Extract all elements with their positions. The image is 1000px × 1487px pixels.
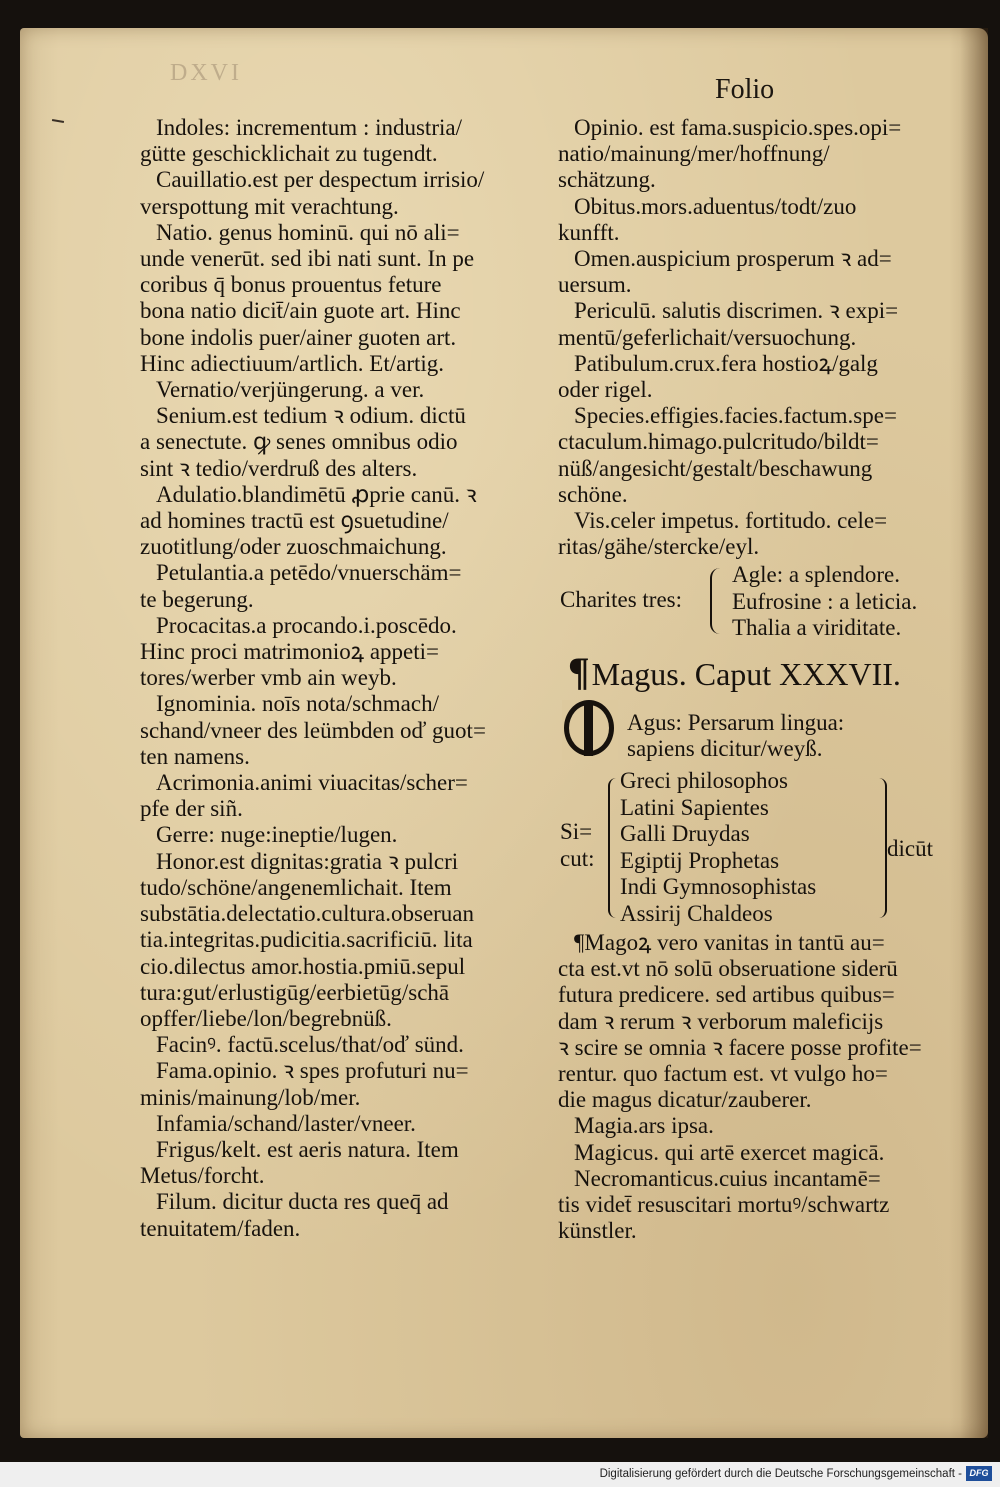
entry-line: Opinio. est fama.suspicio.spes.opi= (574, 115, 902, 140)
dictionary-entry (558, 1113, 944, 1139)
right-column-bottom (558, 930, 944, 1244)
folio-heading: Folio (715, 74, 775, 105)
dictionary-entry (558, 1140, 944, 1166)
dictionary-entry (140, 167, 538, 219)
page-edge-shadow (960, 28, 988, 1438)
dictionary-entry (140, 377, 538, 403)
dictionary-entry (140, 403, 538, 482)
charites-item: Agle: a splendore. (732, 562, 900, 587)
entry-line: Necromanticus.cuius incantamē= (574, 1165, 881, 1191)
people-item: Egiptij Prophetas (620, 847, 780, 873)
dictionary-entry (140, 560, 538, 612)
entry-line: tenuitatem/faden. (140, 1215, 301, 1241)
entry-line: tia.integritas.pudicitia.sacrificiū. lita (140, 927, 473, 953)
sicut-label: Si= cut: (560, 819, 595, 871)
entry-line: schand/vneer des leümbden oď guot= (140, 717, 486, 743)
left-column (140, 115, 538, 1242)
entry-line: Species.effigies.facies.factum.spe= (574, 403, 897, 429)
entry-line: Ignominia. noīs nota/schmach/ (156, 691, 439, 717)
entry-line: Procacitas.a procando.i.poscēdo. (156, 612, 457, 638)
entry-line: coribus q̄ bonus prouentus feture (140, 272, 442, 298)
magus-line: Agus: Persarum lingua: (627, 710, 845, 735)
dictionary-entry (140, 482, 538, 561)
people-item: Latini Sapientes (620, 794, 769, 820)
entry-line: oder rigel. (558, 377, 653, 403)
curly-bracket (710, 568, 726, 634)
dictionary-entry (140, 613, 538, 692)
entry-line: Petulantia.a petēdo/vnuerschäm= (156, 560, 462, 586)
entry-line: Facinꝰ. factū.scelus/that/oď sünd. (156, 1032, 464, 1058)
entry-line: tudo/schöne/angenemlichait. Item (140, 874, 452, 900)
people-item: Assirij Chaldeos (620, 900, 773, 926)
entry-line: die magus dicatur/zauberer. (558, 1087, 812, 1113)
entry-line: Indoles: incrementum : industria/ (156, 115, 462, 140)
entry-line: Metus/forcht. (140, 1163, 265, 1189)
entry-line: ctaculum.himago.pulcritudo/bildt= (558, 429, 879, 455)
dictionary-entry (558, 351, 940, 403)
dictionary-entry (558, 930, 944, 1113)
initial-stem (584, 702, 593, 756)
entry-line: bona natio dicit̄/ain guote art. Hinc (140, 298, 461, 324)
entry-line: schöne. (558, 481, 628, 507)
pilcrow-icon: ¶ (568, 649, 590, 694)
entry-line: Acrimonia.animi viuacitas/scher= (156, 770, 468, 796)
entry-line: Senium.est tedium ꝛ odium. dictū (156, 403, 466, 429)
entry-line: ¶Magoꝝ vero vanitas in tantū au= (574, 930, 885, 955)
entry-line: tis videt̄ resuscitari mortuꝰ/schwartz (558, 1192, 890, 1218)
magus-line: sapiens dicitur/weyß. (627, 736, 823, 761)
dictionary-entry (140, 115, 538, 167)
entry-line: Frigus/kelt. est aeris natura. Item (156, 1136, 459, 1162)
entry-line: künstler. (558, 1218, 637, 1244)
right-column-top (558, 115, 940, 560)
dictionary-entry (140, 1111, 538, 1137)
entry-line: Honor.est dignitas:gratia ꝛ pulcri (156, 848, 459, 874)
dfg-logo: DFG (966, 1466, 992, 1481)
entry-line: zuotitlung/oder zuoschmaichung. (140, 534, 447, 560)
entry-line: Omen.auspicium prosperum ꝛ ad= (574, 246, 892, 272)
dictionary-entry (558, 115, 940, 194)
chapter-title: Magus. Caput XXXVII. (591, 656, 901, 692)
entry-line: ꝛ scire se omnia ꝛ facere posse profite= (558, 1034, 922, 1060)
peoples-list (620, 768, 816, 927)
people-item: Greci philosophos (620, 768, 789, 793)
entry-line: pfe der siñ. (140, 796, 243, 822)
entry-line: dam ꝛ rerum ꝛ verborum maleficijs (558, 1008, 884, 1034)
entry-line: Hinc proci matrimonioꝝ appeti= (140, 639, 439, 665)
chapter-heading (568, 648, 901, 695)
entry-line: unde venerūt. sed ibi nati sunt. In pe (140, 246, 475, 272)
people-item: Indi Gymnosophistas (620, 874, 817, 899)
entry-line: Filum. dicitur ducta res queq̄ ad (156, 1189, 449, 1215)
footer-credit: Digitalisierung gefördert durch die Deutsche Forschungsgemeinschaft - (599, 1468, 962, 1480)
entry-line: Vernatio/verjüngerung. a ver. (156, 377, 425, 403)
dictionary-entry (558, 1166, 944, 1245)
entry-line: a senectute. ꝙ senes omnibus odio (140, 429, 458, 455)
entry-line: Periculū. salutis discrimen. ꝛ expi= (574, 298, 899, 324)
dictionary-entry (140, 822, 538, 848)
entry-line: Gerre: nuge:ineptie/lugen. (156, 822, 398, 848)
dictionary-entry (140, 849, 538, 1032)
dictionary-entry (140, 770, 538, 822)
entry-line: sint ꝛ tedio/verdruß des alters. (140, 455, 418, 481)
entry-line: Natio. genus hominū. qui nō ali= (156, 219, 460, 245)
entry-line: opffer/liebe/lon/begrebnüß. (140, 1005, 392, 1031)
dictionary-entry (558, 403, 940, 508)
decorated-initial (562, 700, 618, 760)
entry-line: nüß/angesicht/gestalt/beschawung (558, 455, 873, 481)
entry-line: substātia.delectatio.cultura.obseruan (140, 901, 475, 927)
sicut-bracket-table (560, 768, 950, 928)
charites-label: Charites tres: (560, 587, 682, 612)
entry-line: Obitus.mors.aduentus/todt/zuo (574, 193, 857, 219)
dictionary-entry (140, 1032, 538, 1058)
magus-definition (627, 710, 947, 762)
entry-line: Hinc adiectiuum/artlich. Et/artig. (140, 350, 445, 376)
entry-line: futura predicere. sed artibus quibus= (558, 982, 895, 1008)
dictionary-entry (558, 298, 940, 350)
entry-line: ad homines tractū est ꝯsuetudine/ (140, 508, 449, 534)
dictionary-entry (140, 1137, 538, 1189)
entry-line: bone indolis puer/ainer guoten art. (140, 324, 457, 350)
charites-bracket-list (560, 564, 950, 640)
dicunt-verb: dicūt (887, 836, 933, 861)
dictionary-entry (140, 220, 538, 377)
dictionary-entry (140, 1189, 538, 1241)
charites-item: Eufrosine : a leticia. (732, 589, 918, 614)
entry-line: tores/werber vmb ain weyb. (140, 665, 397, 691)
entry-line: Vis.celer impetus. fortitudo. cele= (574, 508, 888, 534)
dictionary-entry (558, 246, 940, 298)
entry-line: uersum. (558, 272, 632, 298)
entry-line: Infamia/schand/laster/vneer. (156, 1110, 416, 1136)
entry-line: gütte geschicklichait zu tugendt. (140, 141, 438, 167)
entry-line: natio/mainung/mer/hoffnung/ (558, 141, 830, 167)
people-item: Galli Druydas (620, 821, 750, 846)
entry-line: Magia.ars ipsa. (574, 1113, 714, 1139)
entry-line: cta est.vt nō solū obseruatione siderū (558, 956, 898, 982)
right-bracket (875, 778, 887, 918)
faint-heading: DXVI (170, 60, 242, 86)
entry-line: cio.dilectus amor.hostia.pmiū.sepul (140, 953, 466, 979)
entry-line: tura:gut/erlustigūg/eerbietūg/schā (140, 979, 450, 1005)
entry-line: Cauillatio.est per despectum irrisio/ (156, 167, 485, 193)
entry-line: te begerung. (140, 586, 254, 612)
dictionary-entry (558, 194, 940, 246)
entry-line: rentur. quo factum est. vt vulgo ho= (558, 1061, 888, 1087)
dictionary-entry (558, 508, 940, 560)
entry-line: Adulatio.blandimētū ꝓprie canū. ꝛ (156, 481, 477, 507)
entry-line: ritas/gähe/stercke/eyl. (558, 534, 760, 560)
dictionary-entry (140, 691, 538, 770)
entry-line: schätzung. (558, 167, 656, 193)
entry-line: kunfft. (558, 219, 620, 245)
entry-line: ten namens. (140, 743, 250, 769)
entry-line: minis/mainung/lob/mer. (140, 1084, 361, 1110)
entry-line: Fama.opinio. ꝛ spes profuturi nu= (156, 1058, 469, 1084)
dictionary-entry (140, 1058, 538, 1110)
entry-line: Magicus. qui artē exercet magicā. (574, 1139, 885, 1165)
entry-line: mentū/geferlichait/versuochung. (558, 324, 857, 350)
entry-line: verspottung mit verachtung. (140, 193, 399, 219)
entry-line: Patibulum.crux.fera hostioꝝ/galg (574, 350, 878, 376)
charites-item: Thalia a viriditate. (732, 615, 902, 640)
